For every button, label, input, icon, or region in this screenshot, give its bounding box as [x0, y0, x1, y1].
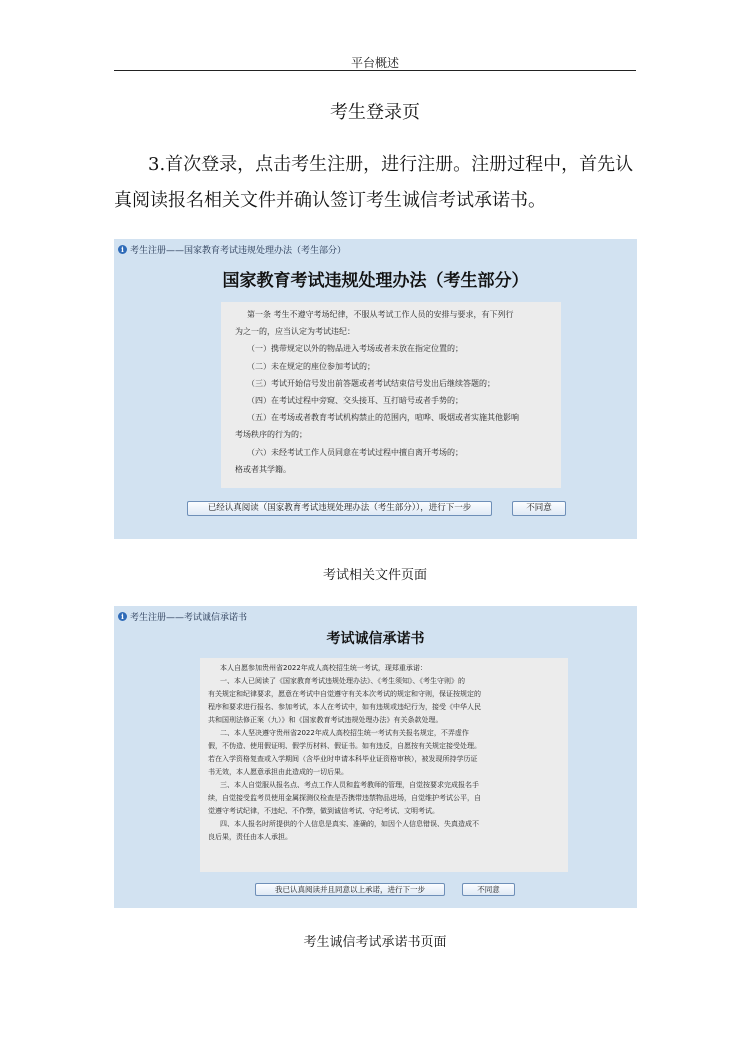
document-heading: 考试诚信承诺书: [326, 631, 425, 647]
document-line: 觉遵守考试纪律，不违纪、不作弊，做到诚信考试、守纪考试、文明考试。: [208, 807, 439, 815]
document-line: 良后果，责任由本人承担。: [208, 833, 292, 841]
disagree-button[interactable]: 不同意: [462, 883, 515, 896]
document-line: （三）考试开始信号发出前答题或者考试结束信号发出后继续答题的；: [247, 378, 495, 388]
agree-next-button[interactable]: 我已认真阅读并且同意以上承诺，进行下一步: [255, 883, 445, 896]
document-line: 书无效，本人愿意承担由此造成的一切后果。: [208, 768, 348, 776]
body-paragraph: 3.首次登录，点击考生注册，进行注册。注册过程中，首先认真阅读报名相关文件并确认签订考生诚信考试承诺书。: [114, 154, 634, 211]
page-header: 平台概述: [350, 56, 399, 70]
document-line: 一、本人已阅读了《国家教育考试违规处理办法》、《考生须知》、《考生守则》的: [220, 677, 465, 685]
header-rule: [114, 70, 636, 71]
info-icon: i: [118, 245, 127, 254]
section-title: 考生登录页: [330, 102, 420, 123]
window-title-bar: [118, 610, 247, 623]
document-line: 续，自觉接受监考员使用金属探测仪检查是否携带违禁物品进场，自觉维护考试公平，自: [208, 794, 481, 802]
document-line: 二、本人坚决遵守贵州省2022年成人高校招生统一考试有关报名规定，不弄虚作: [220, 729, 469, 737]
agree-next-button[interactable]: 已经认真阅读（国家教育考试违规处理办法（考生部分）），进行下一步: [187, 501, 492, 516]
document-line: 为之一的，应当认定为考试违纪：: [235, 327, 355, 337]
figure-caption: 考生诚信考试承诺书页面: [303, 935, 447, 950]
window-title: 考生注册——考试诚信承诺书: [130, 613, 248, 623]
document-line: （四）在考试过程中旁窥、交头接耳、互打暗号或者手势的；: [247, 396, 463, 406]
window-title: 考生注册——国家教育考试违规处理办法（考生部分）: [130, 246, 347, 256]
window-title-bar: [118, 243, 346, 256]
document-line: （六）未经考试工作人员同意在考试过程中擅自离开考场的；: [247, 447, 463, 457]
disagree-button[interactable]: 不同意: [512, 501, 566, 516]
document-line: 三、本人自觉服从报名点、考点工作人员和监考教师的管理，自觉按要求完成报名手: [220, 781, 479, 789]
document-line: （二）未在规定的座位参加考试的；: [247, 361, 375, 371]
document-line: 若在入学资格复查或入学期间（含毕业时申请本科毕业证资格审核），被发现所持学历证: [208, 755, 478, 763]
document-text-box: [200, 658, 568, 872]
info-icon: i: [118, 612, 127, 621]
figure-caption: 考试相关文件页面: [322, 568, 427, 583]
document-line: 本人自愿参加贵州省2022年成人高校招生统一考试，现郑重承诺：: [220, 664, 427, 672]
document-line: （一）携带规定以外的物品进入考场或者未放在指定位置的；: [247, 344, 463, 354]
document-line: 假，不伪造、使用假证明、假学历材料、假证书。如有违反，自愿按有关规定接受处理。: [208, 742, 481, 750]
document-heading: 国家教育考试违规处理办法（考生部分）: [222, 271, 529, 291]
document-line: 共和国刑法修正案（九）》和《国家教育考试违规处理办法》有关条款处理。: [208, 716, 443, 724]
document-line: 考场秩序的行为的；: [235, 430, 307, 440]
document-line: （五）在考场或者教育考试机构禁止的范围内，喧哗、吸烟或者实施其他影响: [247, 413, 519, 423]
document-line: 程序和要求进行报名、参加考试，本人在考试中，如有违规或违纪行为，接受《中华人民: [208, 703, 481, 711]
document-line: 有关规定和纪律要求，愿意在考试中自觉遵守有关本次考试的规定和守则，保证按规定的: [208, 690, 481, 698]
document-line: 格或者其学籍。: [235, 464, 291, 474]
screenshot-regulations-page: [114, 239, 637, 539]
document-text-box: [221, 302, 561, 488]
document-line: 第一条 考生不遵守考场纪律，不服从考试工作人员的安排与要求，有下列行: [247, 310, 514, 319]
document-line: 四、本人报名时所提供的个人信息是真实、准确的，如因个人信息错误、失真造成不: [220, 820, 479, 828]
screenshot-integrity-pledge-page: [114, 606, 637, 908]
